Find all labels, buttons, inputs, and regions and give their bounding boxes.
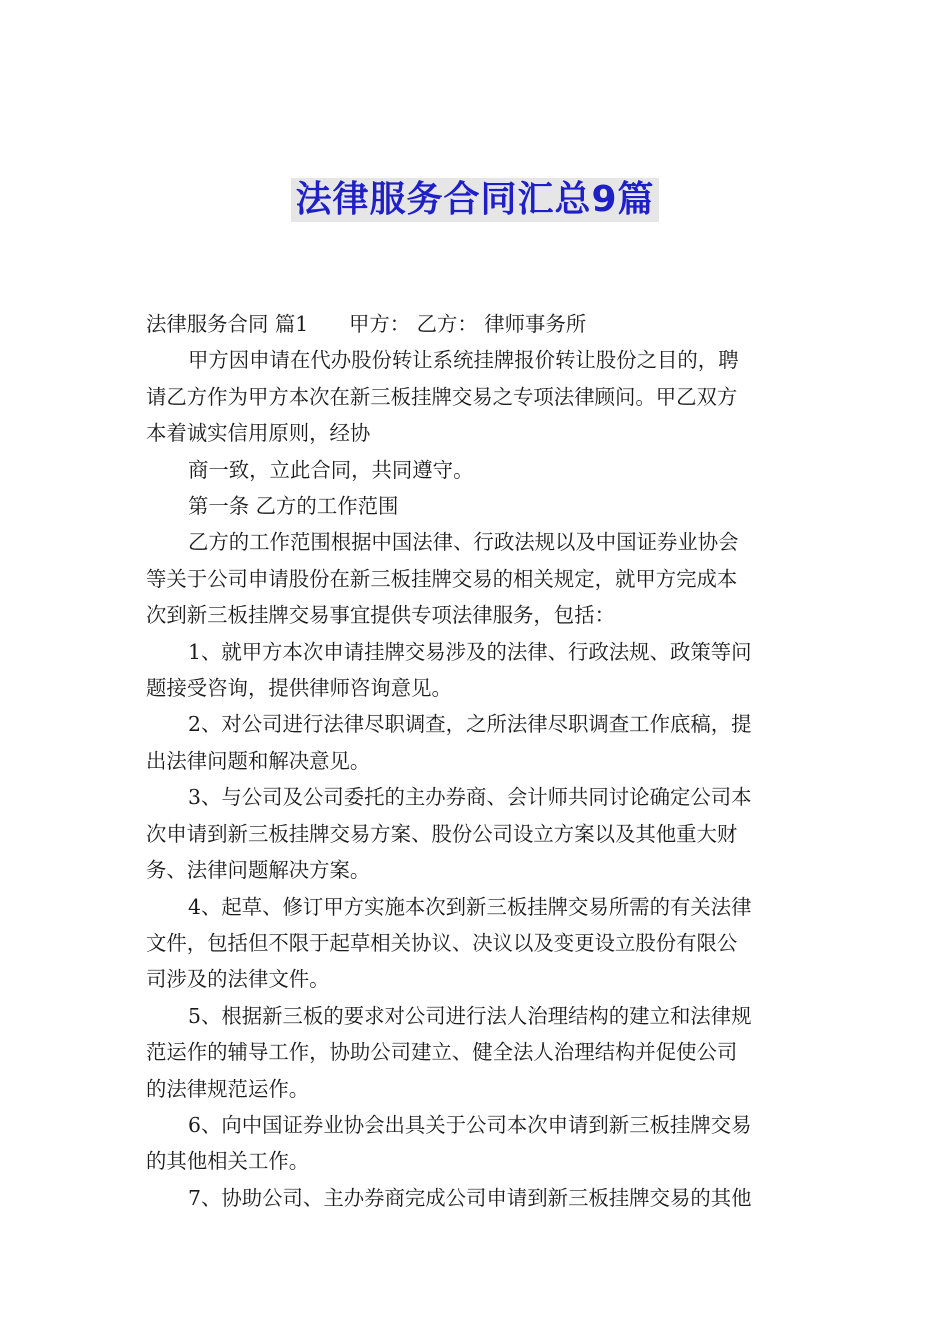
list-item-line: 3、与公司及公司委托的主办券商、会计师共同讨论确定公司本 [188, 785, 752, 810]
section-heading: 第一条 乙方的工作范围 [188, 494, 399, 519]
paragraph-line: 本着诚实信用原则，经协 [146, 421, 371, 446]
document-title: 法律服务合同汇总9篇 [291, 178, 658, 222]
paragraph-line: 乙方的工作范围根据中国法律、行政法规以及中国证券业协会 [188, 530, 739, 555]
list-item-line: 7、协助公司、主办券商完成公司申请到新三板挂牌交易的其他 [188, 1185, 752, 1210]
list-item-line: 的其他相关工作。 [146, 1149, 310, 1174]
list-item-line: 5、根据新三板的要求对公司进行法人治理结构的建立和法律规 [188, 1003, 752, 1028]
list-item-line: 2、对公司进行法律尽职调查，之所法律尽职调查工作底稿，提 [188, 712, 752, 737]
list-item-line: 6、向中国证券业协会出具关于公司本次申请到新三板挂牌交易 [188, 1112, 752, 1137]
list-item-line: 的法律规范运作。 [146, 1076, 310, 1101]
list-item-line: 务、法律问题解决方案。 [146, 858, 371, 883]
list-item-line: 题接受咨询，提供律师咨询意见。 [146, 676, 452, 701]
document-body [146, 306, 808, 1216]
list-item-line: 文件，包括但不限于起草相关协议、决议以及变更设立股份有限公 [146, 930, 738, 955]
paragraph-line: 商一致，立此合同，共同遵守。 [188, 457, 474, 482]
paragraph-line: 甲方因申请在代办股份转让系统挂牌报价转让股份之目的，聘 [188, 348, 739, 373]
list-item-line: 4、起草、修订甲方实施本次到新三板挂牌交易所需的有关法律 [188, 894, 752, 919]
list-item-line: 1、就甲方本次申请挂牌交易涉及的法律、行政法规、政策等问 [188, 639, 752, 664]
list-item-line: 范运作的辅导工作，协助公司建立、健全法人治理结构并促使公司 [146, 1040, 738, 1065]
paragraph-line: 次到新三板挂牌交易事宜提供专项法律服务，包括： [146, 603, 615, 628]
paragraph-line: 请乙方作为甲方本次在新三板挂牌交易之专项法律顾问。甲乙双方 [146, 384, 738, 409]
paragraph-line: 等关于公司申请股份在新三板挂牌交易的相关规定，就甲方完成本 [146, 566, 738, 591]
title-block [0, 178, 950, 222]
list-item-line: 次申请到新三板挂牌交易方案、股份公司设立方案以及其他重大财 [146, 821, 738, 846]
contract-heading-line: 法律服务合同 篇1 甲方： 乙方： 律师事务所 [146, 312, 587, 336]
list-item-line: 司涉及的法律文件。 [146, 967, 330, 992]
list-item-line: 出法律问题和解决意见。 [146, 748, 371, 773]
